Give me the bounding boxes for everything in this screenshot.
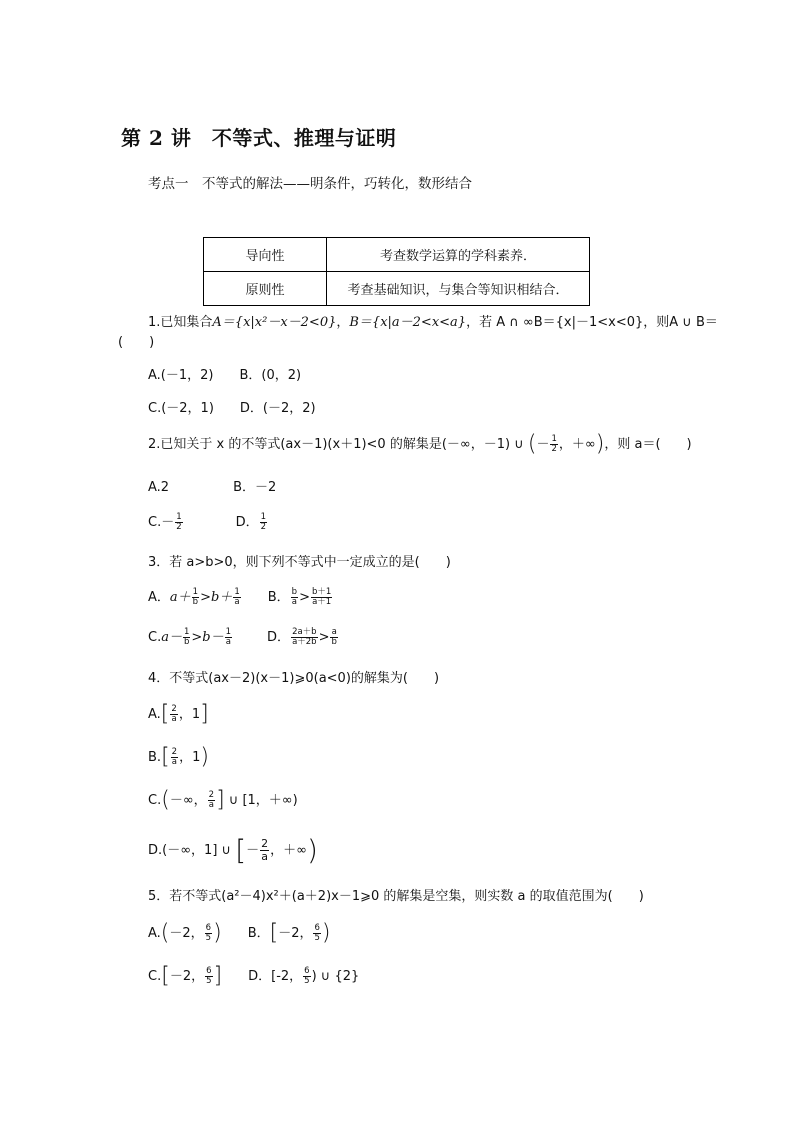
q4-b-lbr: [	[161, 744, 170, 770]
q2-options-ab	[148, 476, 276, 495]
q5-option-c: C.	[148, 969, 162, 984]
q4-option-d-label: D.	[148, 843, 163, 858]
q3-gt-d: >	[318, 630, 330, 645]
q1-set-b: B＝{x|a－2<x<a}	[349, 315, 467, 330]
frac-num: 1	[551, 434, 557, 444]
table-row	[204, 272, 590, 306]
q1-stem-text: 1.已知集合	[148, 315, 213, 330]
q3-option-b: B．	[267, 590, 290, 605]
q2-options-cd	[148, 511, 268, 532]
q5-options-cd	[148, 963, 360, 989]
q5-b-frac	[313, 924, 320, 943]
frac-num: 1	[234, 587, 240, 597]
q4-option-a-label: A.	[148, 707, 161, 722]
q3-c-part1: a－	[161, 630, 182, 645]
frac-den: 2	[176, 522, 182, 532]
q4-a-tail: ，1	[178, 707, 201, 722]
q2-d-fraction	[260, 513, 267, 532]
frac-num: 2	[261, 837, 269, 850]
q2-stem-tail: ，则 a＝( )	[604, 437, 692, 452]
q1-options-cd	[148, 397, 316, 416]
q3-option-c: C.	[148, 630, 162, 645]
frac-den: 5	[206, 976, 212, 986]
q5-options-ab	[148, 920, 331, 946]
q3-c-part2: >b－	[191, 630, 224, 645]
guide-table	[203, 237, 590, 306]
q4-option-a	[148, 701, 209, 727]
frac-num: 6	[205, 923, 212, 933]
frac-den: 5	[304, 976, 310, 986]
q1-sep: ，	[336, 315, 350, 330]
frac-num: 6	[304, 966, 310, 976]
q3-option-a: A．	[148, 590, 170, 605]
q2-option-a: A.2	[148, 480, 170, 495]
frac-den: a＋1	[312, 597, 332, 607]
frac-num: 2	[208, 790, 215, 800]
q5-a-rpar: )	[213, 920, 222, 946]
q4-b-frac	[171, 748, 178, 767]
frac-num: 6	[206, 966, 212, 976]
frac-den: a＋2b	[292, 637, 317, 647]
q1-options-ab	[148, 364, 301, 383]
q5-b-lbr: [	[269, 920, 279, 946]
q4-option-b	[148, 744, 209, 770]
table-cell-text: 考查数学运算的学科素养．	[327, 238, 590, 272]
q4-b-rpar: )	[200, 744, 209, 770]
q1-stem-tail: ，若 A ∩ ∞B＝{x|－1<x<0}，则A ∪ B＝	[466, 315, 718, 330]
q1-option-d: D．(－2，2)	[239, 401, 316, 416]
frac-den: 5	[205, 933, 212, 943]
frac-num: a	[331, 627, 337, 637]
q3-options-ab	[148, 586, 333, 607]
q4-d-minus: －	[246, 843, 260, 858]
q5-b-head: －2，	[278, 926, 313, 941]
q1-stem	[148, 311, 718, 330]
q5-c-lbr: [	[161, 963, 170, 989]
q5-c-rbr: ]	[213, 963, 223, 989]
q3-frac-b1	[311, 588, 332, 607]
q4-a-lbr: [	[160, 701, 170, 727]
q2-fraction	[550, 435, 557, 454]
q4-d-rpar: )	[307, 833, 318, 867]
q3-frac-ab	[330, 628, 337, 647]
frac-den: a	[234, 597, 240, 607]
q5-b-rpar: )	[321, 920, 331, 946]
q4-c-head: －∞，	[169, 793, 207, 808]
q5-c-head: －2，	[169, 969, 205, 984]
q1-set-a: A＝{x|x²－x－2<0}	[212, 315, 337, 330]
q3-frac-1a	[233, 588, 240, 607]
frac-den: a	[171, 714, 177, 724]
q3-options-cd	[148, 626, 339, 647]
q4-d-tail: ，＋∞	[270, 843, 307, 858]
q4-d-head: (－∞，1] ∪	[162, 843, 232, 858]
q3-frac-2ab	[291, 628, 318, 647]
frac-den: 2	[260, 522, 267, 532]
q4-c-union: ∪	[228, 793, 239, 808]
q3-frac-c1b	[183, 628, 190, 647]
q1-paren: ( )	[118, 335, 155, 350]
q3-stem: 3．若 a>b>0，则下列不等式中一定成立的是( )	[148, 555, 451, 570]
frac-num: b	[291, 587, 298, 597]
frac-den: b	[192, 597, 199, 607]
q2-open-paren: (	[527, 431, 537, 457]
table-cell-label: 导向性	[204, 238, 327, 272]
q4-c-frac	[208, 791, 215, 810]
q4-c-lpar: (	[161, 787, 170, 813]
frac-den: a	[291, 597, 297, 607]
frac-num: 2	[171, 704, 177, 714]
q3-a-part2: >b＋	[200, 590, 233, 605]
q4-c-rbr: ]	[216, 787, 225, 813]
q4-option-c-label: C.	[148, 793, 162, 808]
section-subtitle: 考点一 不等式的解法——明条件，巧转化，数形结合	[148, 176, 472, 192]
q5-option-d: D．	[248, 969, 272, 984]
table-cell-label: 原则性	[204, 272, 327, 306]
q5-a-frac	[205, 924, 212, 943]
frac-den: 5	[314, 933, 320, 943]
q3-frac-c1a	[225, 628, 232, 647]
q1-option-a: A.(－1，2)	[148, 368, 214, 383]
q3-option-d: D．	[267, 630, 291, 645]
q5-d-tail: ) ∪ {2}	[311, 969, 360, 984]
q4-a-rbr: ]	[200, 701, 209, 727]
frac-num: 1	[183, 627, 190, 637]
frac-num: b＋1	[311, 587, 332, 597]
q5-d-head: [-2，	[271, 969, 303, 984]
q4-c-tail: [1，＋∞)	[242, 793, 298, 808]
q3-gt: >	[299, 590, 310, 605]
frac-den: a	[261, 850, 269, 863]
q1-option-b: B．(0，2)	[239, 368, 302, 383]
frac-num: 1	[260, 512, 267, 522]
frac-den: b	[331, 637, 337, 647]
q5-c-frac	[205, 967, 212, 986]
q4-a-frac	[170, 705, 177, 724]
frac-den: a	[171, 757, 177, 767]
q5-a-head: －2，	[169, 926, 204, 941]
frac-num: 1	[192, 587, 199, 597]
q4-d-frac	[260, 838, 269, 863]
q4-b-tail: ，1	[179, 750, 201, 765]
q4-d-lbr: [	[235, 833, 247, 867]
frac-num: 2a＋b	[292, 627, 317, 637]
q2-option-d: D．	[235, 515, 259, 530]
frac-num: 1	[176, 512, 182, 522]
q2-close-paren: )	[595, 431, 605, 457]
q4-option-d	[148, 833, 318, 867]
q5-option-a: A.	[148, 926, 161, 941]
q3-frac-1b	[192, 588, 199, 607]
frac-den: a	[208, 800, 214, 810]
q3-frac-ba	[291, 588, 298, 607]
frac-num: 1	[225, 627, 232, 637]
q2-option-b: B．－2	[233, 480, 277, 495]
q5-a-lpar: (	[160, 920, 170, 946]
q4-option-c	[148, 787, 298, 813]
q4-stem: 4．不等式(ax－2)(x－1)⩾0(a<0)的解集为( )	[148, 671, 440, 686]
q4-option-b-label: B.	[148, 750, 162, 765]
q5-stem: 5．若不等式(a²－4)x²＋(a＋2)x－1⩾0 的解集是空集，则实数 a 的取值范围为( )	[148, 889, 644, 904]
page-title: 第 2 讲 不等式、推理与证明	[121, 126, 397, 150]
q2-tail: ，＋∞	[558, 437, 596, 452]
q1-option-c: C.(－2，1)	[148, 401, 214, 416]
q2-c-fraction	[175, 513, 182, 532]
q3-a-part1: a＋	[169, 590, 191, 605]
q5-option-b: B．	[247, 926, 270, 941]
frac-den: a	[225, 637, 231, 647]
frac-num: 6	[314, 923, 320, 933]
q2-stem-text: 2.已知关于 x 的不等式(ax－1)(x＋1)<0 的解集是(－∞，－1) ∪	[148, 437, 528, 452]
q5-d-frac	[303, 967, 310, 986]
q2-minus: －	[536, 437, 550, 452]
table-row	[204, 238, 590, 272]
table-cell-text: 考查基础知识，与集合等知识相结合．	[327, 272, 590, 306]
frac-den: b	[183, 637, 190, 647]
frac-den: 2	[551, 444, 557, 454]
q2-stem	[148, 431, 692, 457]
frac-num: 2	[171, 747, 178, 757]
q2-option-c: C.－	[148, 515, 175, 530]
